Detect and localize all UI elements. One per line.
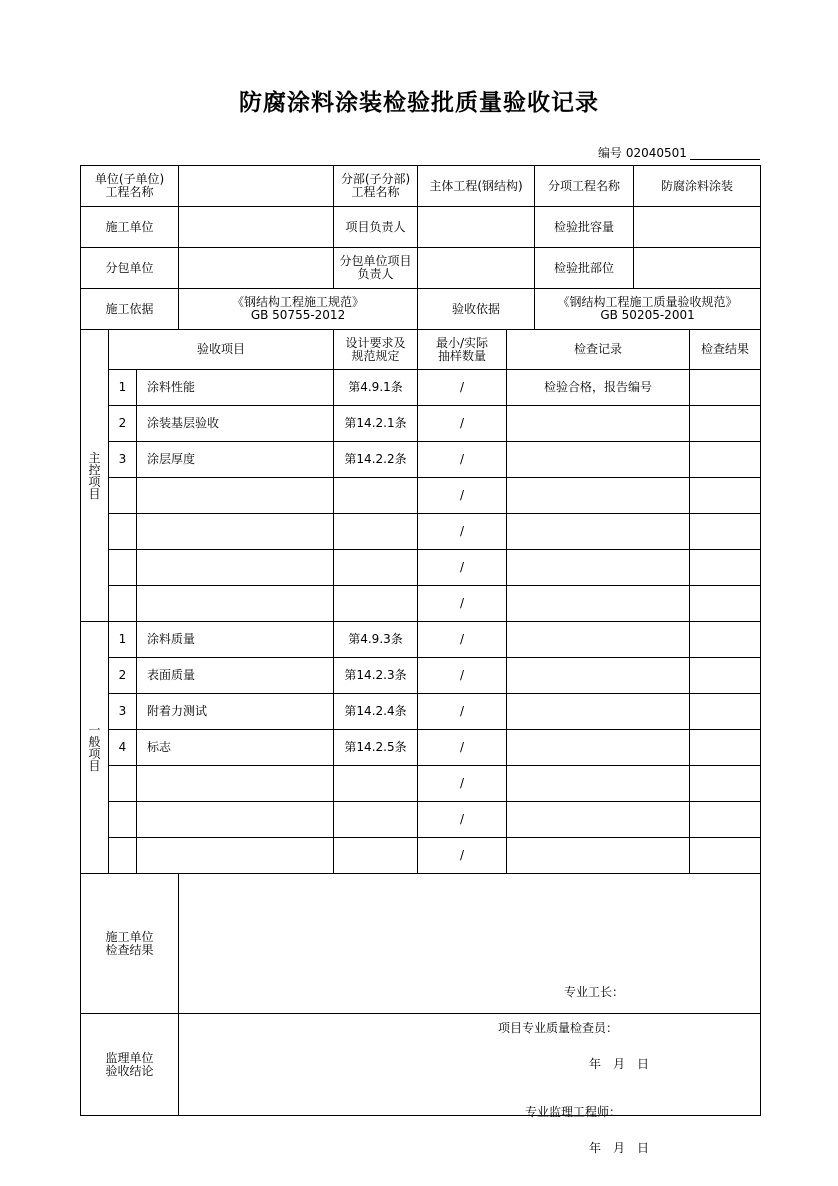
sub-unit-label: 分部(子分部) 工程名称 bbox=[334, 166, 418, 207]
row-result[interactable] bbox=[690, 658, 761, 694]
sub-unit-value[interactable]: 主体工程(钢结构) bbox=[418, 166, 535, 207]
row-clause: 第14.2.4条 bbox=[334, 694, 418, 730]
page-title: 防腐涂料涂装检验批质量验收记录 bbox=[239, 90, 599, 116]
basis-label: 施工依据 bbox=[81, 289, 179, 330]
row-record[interactable] bbox=[507, 586, 690, 622]
table-row bbox=[81, 622, 761, 658]
row-record[interactable] bbox=[507, 694, 690, 730]
constructor-field[interactable] bbox=[179, 207, 334, 248]
doc-number-label: 编号 bbox=[598, 146, 623, 160]
row-sample[interactable]: / bbox=[418, 838, 507, 874]
row-sample[interactable]: / bbox=[418, 658, 507, 694]
sub-pm-field[interactable] bbox=[418, 248, 535, 289]
row-result[interactable] bbox=[690, 478, 761, 514]
row-item-name: 涂料性能 bbox=[137, 370, 334, 406]
row-clause bbox=[334, 514, 418, 550]
acceptance-basis-label: 验收依据 bbox=[418, 289, 535, 330]
row-record[interactable] bbox=[507, 622, 690, 658]
row-result[interactable] bbox=[690, 586, 761, 622]
table-row bbox=[81, 478, 761, 514]
row-result[interactable] bbox=[690, 802, 761, 838]
doc-number-underline bbox=[690, 159, 760, 160]
row-sample[interactable]: / bbox=[418, 802, 507, 838]
row-clause: 第14.2.3条 bbox=[334, 658, 418, 694]
subcontractor-label: 分包单位 bbox=[81, 248, 179, 289]
row-item-name bbox=[137, 766, 334, 802]
row-record[interactable] bbox=[507, 550, 690, 586]
row-item-name bbox=[137, 478, 334, 514]
row-item-name: 涂层厚度 bbox=[137, 442, 334, 478]
row-number bbox=[109, 802, 137, 838]
row-sample[interactable]: / bbox=[418, 550, 507, 586]
table-row bbox=[81, 694, 761, 730]
row-sample[interactable]: / bbox=[418, 406, 507, 442]
row-clause bbox=[334, 478, 418, 514]
row-number: 2 bbox=[109, 658, 137, 694]
batch-location-field[interactable] bbox=[634, 248, 761, 289]
row-sample[interactable]: / bbox=[418, 478, 507, 514]
row-item-name: 标志 bbox=[137, 730, 334, 766]
row-sample[interactable]: / bbox=[418, 694, 507, 730]
row-sample[interactable]: / bbox=[418, 730, 507, 766]
row-record[interactable] bbox=[507, 802, 690, 838]
row-sample[interactable]: / bbox=[418, 442, 507, 478]
row-clause bbox=[334, 586, 418, 622]
row-result[interactable] bbox=[690, 730, 761, 766]
row-item-name bbox=[137, 514, 334, 550]
col-item-header: 验收项目 bbox=[109, 330, 334, 370]
row-number bbox=[109, 586, 137, 622]
general-text: 一般项目 bbox=[88, 722, 101, 773]
col-record-header: 检查记录 bbox=[507, 330, 690, 370]
pm-field[interactable] bbox=[418, 207, 535, 248]
row-result[interactable] bbox=[690, 550, 761, 586]
doc-number-value: 02040501 bbox=[625, 146, 687, 160]
table-row bbox=[81, 442, 761, 478]
table-row bbox=[81, 802, 761, 838]
row-result[interactable] bbox=[690, 514, 761, 550]
table-row bbox=[81, 586, 761, 622]
row-clause bbox=[334, 550, 418, 586]
row-number bbox=[109, 514, 137, 550]
construction-check-area[interactable] bbox=[179, 874, 761, 1071]
row-sample[interactable]: / bbox=[418, 586, 507, 622]
row-result[interactable] bbox=[690, 838, 761, 874]
doc-number bbox=[598, 144, 687, 161]
row-item-name: 涂料质量 bbox=[137, 622, 334, 658]
row-item-name: 表面质量 bbox=[137, 658, 334, 694]
row-item-name: 附着力测试 bbox=[137, 694, 334, 730]
col-sample-header: 最小/实际 抽样数量 bbox=[418, 330, 507, 370]
sub-pm-label: 分包单位项目 负责人 bbox=[334, 248, 418, 289]
row-item-name bbox=[137, 550, 334, 586]
row-clause: 第14.2.1条 bbox=[334, 406, 418, 442]
row-number: 3 bbox=[109, 694, 137, 730]
unit-name-field[interactable] bbox=[179, 166, 334, 207]
batch-capacity-field[interactable] bbox=[634, 207, 761, 248]
row-clause: 第14.2.2条 bbox=[334, 442, 418, 478]
table-row bbox=[81, 730, 761, 766]
row-result[interactable] bbox=[690, 766, 761, 802]
row-result[interactable] bbox=[690, 442, 761, 478]
main-control-text: 主控项目 bbox=[88, 450, 101, 501]
table-row bbox=[81, 406, 761, 442]
table-row bbox=[81, 550, 761, 586]
row-record[interactable] bbox=[507, 730, 690, 766]
pm-label: 项目负责人 bbox=[334, 207, 418, 248]
main-control-label bbox=[81, 330, 109, 622]
row-item-name bbox=[137, 838, 334, 874]
row-clause bbox=[334, 766, 418, 802]
table-row bbox=[81, 370, 761, 406]
row-number: 3 bbox=[109, 442, 137, 478]
row-clause bbox=[334, 838, 418, 874]
row-number: 2 bbox=[109, 406, 137, 442]
basis-value: 《钢结构工程施工规范》 GB 50755-2012 bbox=[179, 289, 418, 330]
row-number: 1 bbox=[109, 370, 137, 406]
row-result[interactable] bbox=[690, 694, 761, 730]
row-record[interactable] bbox=[507, 478, 690, 514]
row-result[interactable] bbox=[690, 406, 761, 442]
table-row bbox=[81, 766, 761, 802]
batch-capacity-label: 检验批容量 bbox=[535, 207, 634, 248]
row-clause: 第4.9.3条 bbox=[334, 622, 418, 658]
row-record[interactable] bbox=[507, 442, 690, 478]
row-number bbox=[109, 478, 137, 514]
constructor-label: 施工单位 bbox=[81, 207, 179, 248]
supervision-label: 监理单位 验收结论 bbox=[81, 1014, 179, 1116]
table-row bbox=[81, 838, 761, 874]
sub-item-value[interactable]: 防腐涂料涂装 bbox=[634, 166, 761, 207]
table-row bbox=[81, 658, 761, 694]
construction-date: 年 月 日 bbox=[589, 1056, 650, 1071]
foreman-signature-label: 专业工长： bbox=[564, 984, 625, 999]
row-clause bbox=[334, 802, 418, 838]
row-number: 1 bbox=[109, 622, 137, 658]
supervision-area[interactable] bbox=[179, 1014, 761, 1155]
row-sample[interactable]: / bbox=[418, 514, 507, 550]
batch-location-label: 检验批部位 bbox=[535, 248, 634, 289]
row-record[interactable]: 检验合格，报告编号 bbox=[507, 370, 690, 406]
row-number bbox=[109, 766, 137, 802]
row-clause: 第14.2.5条 bbox=[334, 730, 418, 766]
row-sample[interactable]: / bbox=[418, 766, 507, 802]
row-result[interactable] bbox=[690, 622, 761, 658]
row-record[interactable] bbox=[507, 766, 690, 802]
row-sample[interactable]: / bbox=[418, 622, 507, 658]
row-number bbox=[109, 838, 137, 874]
row-sample[interactable]: / bbox=[418, 370, 507, 406]
col-result-header: 检查结果 bbox=[690, 330, 761, 370]
inspector-signature-label: 项目专业质量检查员： bbox=[498, 1020, 619, 1035]
row-record[interactable] bbox=[507, 406, 690, 442]
unit-name-label: 单位(子单位) 工程名称 bbox=[81, 166, 179, 207]
table-row bbox=[81, 514, 761, 550]
inspection-record-table bbox=[80, 165, 761, 1155]
row-result[interactable] bbox=[690, 370, 761, 406]
col-design-header: 设计要求及 规范规定 bbox=[334, 330, 418, 370]
supervision-engineer-label: 专业监理工程师： bbox=[525, 1104, 622, 1119]
row-item-name: 涂装基层验收 bbox=[137, 406, 334, 442]
row-number: 4 bbox=[109, 730, 137, 766]
acceptance-basis-value: 《钢结构工程施工质量验收规范》 GB 50205-2001 bbox=[535, 289, 761, 330]
subcontractor-field[interactable] bbox=[179, 248, 334, 289]
row-number bbox=[109, 550, 137, 586]
supervision-date: 年 月 日 bbox=[589, 1140, 650, 1155]
general-label bbox=[81, 622, 109, 874]
row-item-name bbox=[137, 586, 334, 622]
row-record[interactable] bbox=[507, 838, 690, 874]
row-record[interactable] bbox=[507, 514, 690, 550]
row-item-name bbox=[137, 802, 334, 838]
row-record[interactable] bbox=[507, 658, 690, 694]
sub-item-label: 分项工程名称 bbox=[535, 166, 634, 207]
row-clause: 第4.9.1条 bbox=[334, 370, 418, 406]
construction-check-label: 施工单位 检查结果 bbox=[81, 874, 179, 1014]
